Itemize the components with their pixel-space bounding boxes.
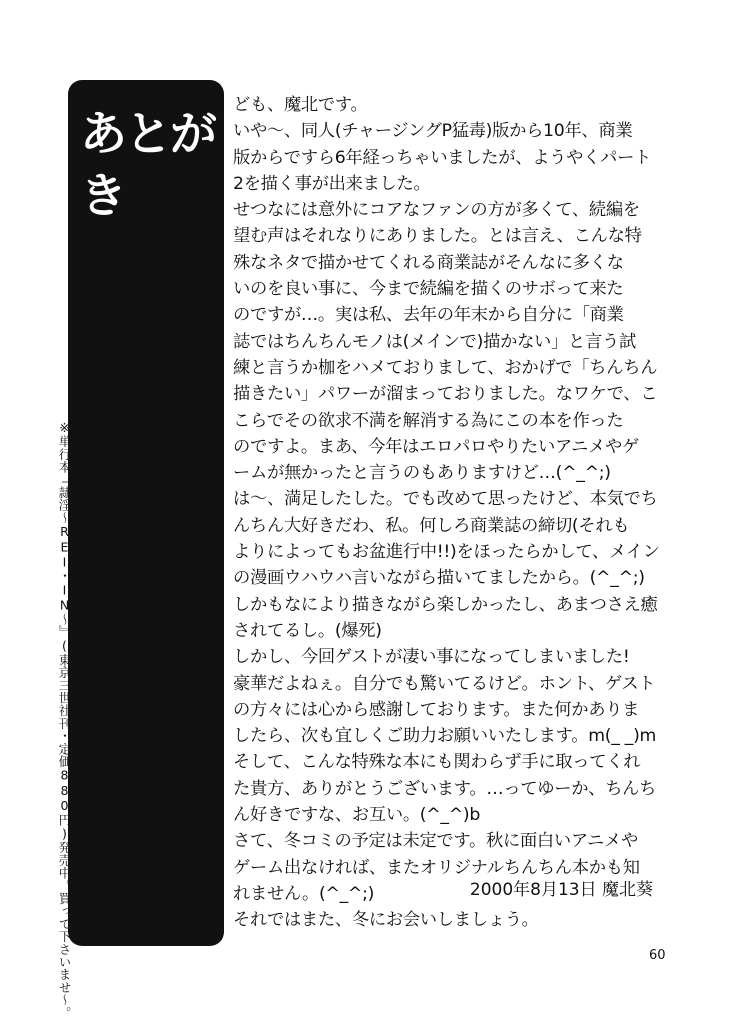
side-note: ※単行本『隷淫〜REI・IN〜』(東京三世社刊・定価880円)発売中。買って下さいませ〜。 xyxy=(57,420,72,1019)
text-line: そして、こんな特殊な本にも関わらず手に取ってくれ xyxy=(233,752,641,773)
text-line: の漫画ウハウハ言いながら描いてましたから。(^_^;) xyxy=(233,568,645,589)
text-line: いや〜、同人(チャージングP猛毒)版から10年、商業 xyxy=(233,121,633,142)
text-line: 殊なネタで描かせてくれる商業誌がそんなに多くな xyxy=(233,252,624,273)
text-line: ども、魔北です。 xyxy=(233,95,368,115)
text-line: ん好きですな、お互い。(^_^)b xyxy=(233,805,481,826)
text-line: 望む声はそれなりにありました。とは言え、こんな特 xyxy=(233,226,642,247)
text-line: のですが…。実は私、去年の年末から自分に「商業 xyxy=(233,305,624,326)
text-line: こらでその欲求不満を解消する為にこの本を作った xyxy=(233,410,624,431)
text-line: 豪華だよねぇ。自分でも驚いてるけど。ホント、ゲスト xyxy=(233,673,656,694)
text-line: 練と言うか枷をハメておりまして、おかげで「ちんちん xyxy=(233,357,658,378)
text-line: た貴方、ありがとうございます。…ってゆーか、ちんち xyxy=(233,778,657,799)
text-line: よりによってもお盆進行中!!)をほったらかして、メイン xyxy=(233,542,660,563)
text-line: いのを良い事に、今まで続編を描くのサボって来た xyxy=(233,279,624,300)
text-line: されてるし。(爆死) xyxy=(233,620,382,641)
afterword-body xyxy=(233,92,673,934)
text-line: ゲーム出なければ、またオリジナルちんちん本かも知 xyxy=(233,857,640,878)
text-line: したら、次も宜しくご助力お願いいたします。m(_ _)m xyxy=(233,726,657,747)
text-line: それではまた、冬にお会いしましょう。 xyxy=(233,910,539,931)
date-signature: 2000年8月13日 魔北葵 xyxy=(469,880,653,900)
text-line: 描きたい」パワーが溜まっておりました。なワケで、こ xyxy=(233,384,658,405)
text-line: 誌ではちんちんモノは(メインで)描かない」と言う試 xyxy=(233,331,636,352)
text-line: の方々には心から感謝しております。また何かありま xyxy=(233,699,640,720)
text-line: 版からですら6年経っちゃいましたが、ようやくパート xyxy=(233,147,652,168)
text-line: れません。(^_^;) xyxy=(233,883,375,904)
text-line: せつなには意外にコアなファンの方が多くて、続編を xyxy=(233,200,640,221)
text-line: 2を描く事が出来ました。 xyxy=(233,173,431,194)
text-line: んちん大好きだわ、私。何しろ商業誌の締切(それも xyxy=(233,515,630,536)
text-line: のですよ。まあ、今年はエロパロやりたいアニメやゲ xyxy=(233,436,639,457)
text-line: さて、冬コミの予定は未定です。秋に面白いアニメや xyxy=(233,831,638,852)
text-line: は〜、満足したした。でも改めて思ったけど、本気でち xyxy=(233,489,658,510)
text-line: ームが無かったと言うのもありますけど…(^_^;) xyxy=(233,463,611,484)
page-number: 60 xyxy=(649,948,666,963)
text-line: しかもなにより描きながら楽しかったし、あまつさえ癒 xyxy=(233,594,658,615)
text-line: しかし、今回ゲストが凄い事になってしまいました! xyxy=(233,647,630,668)
page-title: あとがき xyxy=(80,107,215,224)
